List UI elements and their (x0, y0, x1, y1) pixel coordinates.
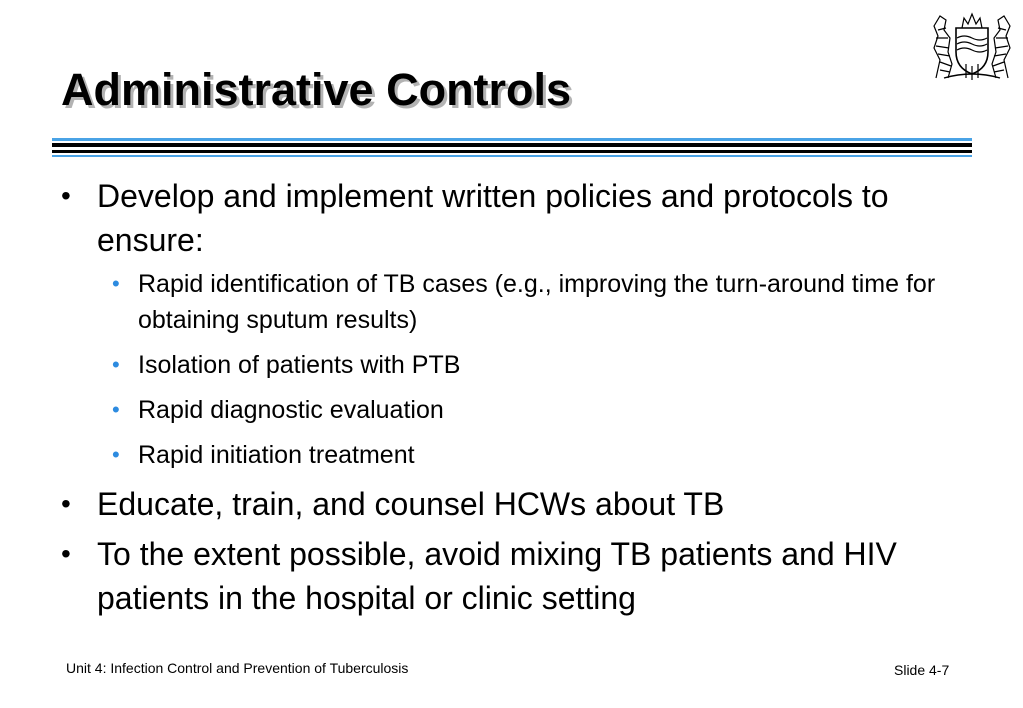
bullet-text: Develop and implement written policies and protocols to ensure: (97, 178, 889, 258)
title-divider-blue-top (52, 138, 972, 141)
bullet-avoid-mixing (55, 532, 965, 620)
sub-bullet-text: Rapid identification of TB cases (e.g., improving the turn-around time for obtaining sputum results) (138, 270, 936, 334)
bullet-list (55, 174, 965, 626)
bullet-dot-icon: • (112, 271, 120, 296)
sub-bullet-text: Isolation of patients with PTB (138, 351, 461, 379)
slide-title: Administrative Controls (61, 64, 572, 115)
bullet-dot-icon: • (61, 488, 71, 519)
bullet-dot-icon: • (112, 397, 120, 422)
footer-slide-number: Slide 4-7 (894, 662, 950, 678)
title-divider-blue-bottom (52, 155, 972, 157)
bullet-dot-icon: • (61, 538, 71, 569)
bullet-educate (55, 482, 965, 526)
sub-bullet-list (97, 266, 965, 473)
bullet-dot-icon: • (112, 352, 120, 377)
coat-of-arms-icon (926, 8, 1018, 82)
sub-bullet-initiation-treatment (97, 437, 965, 473)
sub-bullet-text: Rapid diagnostic evaluation (138, 396, 444, 424)
sub-bullet-rapid-identification (97, 266, 965, 338)
sub-bullet-isolation (97, 347, 965, 383)
footer-unit-title: Unit 4: Infection Control and Prevention of Tuberculosis (66, 660, 409, 676)
title-divider-black-bottom (52, 150, 972, 153)
bullet-policies (55, 174, 965, 473)
bullet-dot-icon: • (61, 180, 71, 211)
sub-bullet-diagnostic-evaluation (97, 392, 965, 428)
bullet-text: Educate, train, and counsel HCWs about TB (97, 486, 725, 522)
title-divider-black-top (52, 143, 972, 147)
bullet-text: To the extent possible, avoid mixing TB patients and HIV patients in the hospital or clinic setting (97, 536, 897, 616)
bullet-dot-icon: • (112, 442, 120, 467)
sub-bullet-text: Rapid initiation treatment (138, 441, 415, 469)
